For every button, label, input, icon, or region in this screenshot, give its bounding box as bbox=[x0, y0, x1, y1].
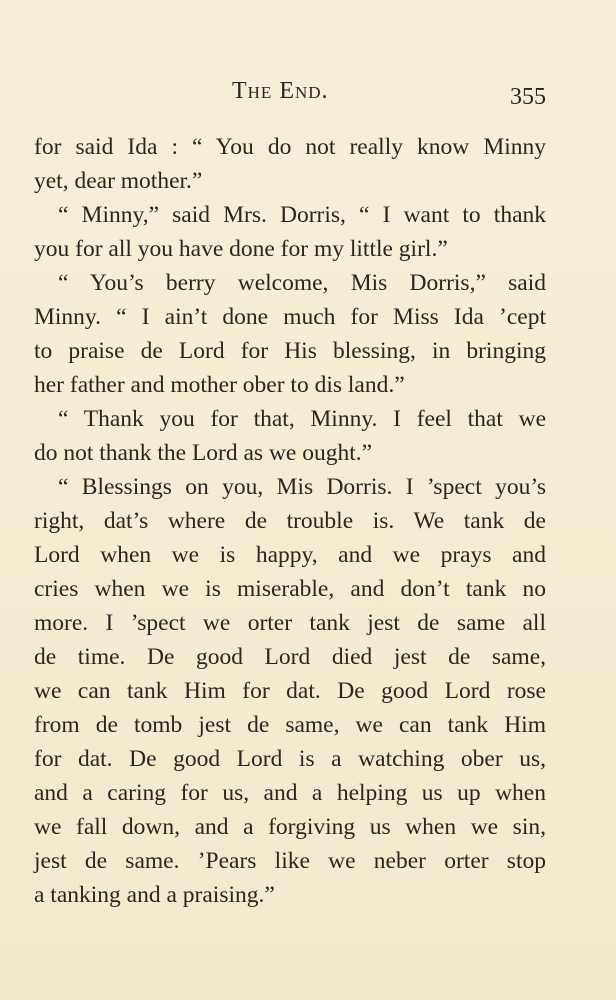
text-line: “ Blessings on you, Mis Dorris. I ’spect you’s bbox=[58, 474, 546, 500]
text-line: for said Ida : “ You do not really know Minny bbox=[34, 134, 546, 160]
text-line: “ Thank you for that, Minny. I feel that we bbox=[58, 406, 546, 432]
text-line: from de tomb jest de same, we can tank Him bbox=[34, 712, 546, 738]
text-line: and a caring for us, and a helping us up when bbox=[34, 780, 546, 806]
running-header: The End. bbox=[232, 78, 329, 104]
text-line: a tanking and a praising.” bbox=[34, 882, 275, 908]
text-line: jest de same. ’Pears like we neber orter stop bbox=[34, 848, 546, 874]
text-line: right, dat’s where de trouble is. We tank de bbox=[34, 508, 546, 534]
text-line: “ You’s berry welcome, Mis Dorris,” said bbox=[58, 270, 546, 296]
text-line: Minny. “ I ain’t done much for Miss Ida ’cept bbox=[34, 304, 546, 330]
text-line: Lord when we is happy, and we prays and bbox=[34, 542, 546, 568]
text-line: cries when we is miserable, and don’t tank no bbox=[34, 576, 546, 602]
text-line: you for all you have done for my little girl.” bbox=[34, 236, 448, 262]
text-line: yet, dear mother.” bbox=[34, 168, 203, 194]
text-line: we fall down, and a forgiving us when we sin, bbox=[34, 814, 546, 840]
text-line: “ Minny,” said Mrs. Dorris, “ I want to thank bbox=[58, 202, 546, 228]
text-line: for dat. De good Lord is a watching ober us, bbox=[34, 746, 546, 772]
page-number: 355 bbox=[510, 84, 546, 110]
text-line: do not thank the Lord as we ought.” bbox=[34, 440, 373, 466]
text-line: more. I ’spect we orter tank jest de same all bbox=[34, 610, 546, 636]
text-line: de time. De good Lord died jest de same, bbox=[34, 644, 546, 670]
text-line: her father and mother ober to dis land.” bbox=[34, 372, 405, 398]
text-line: we can tank Him for dat. De good Lord rose bbox=[34, 678, 546, 704]
text-line: to praise de Lord for His blessing, in bringing bbox=[34, 338, 546, 364]
